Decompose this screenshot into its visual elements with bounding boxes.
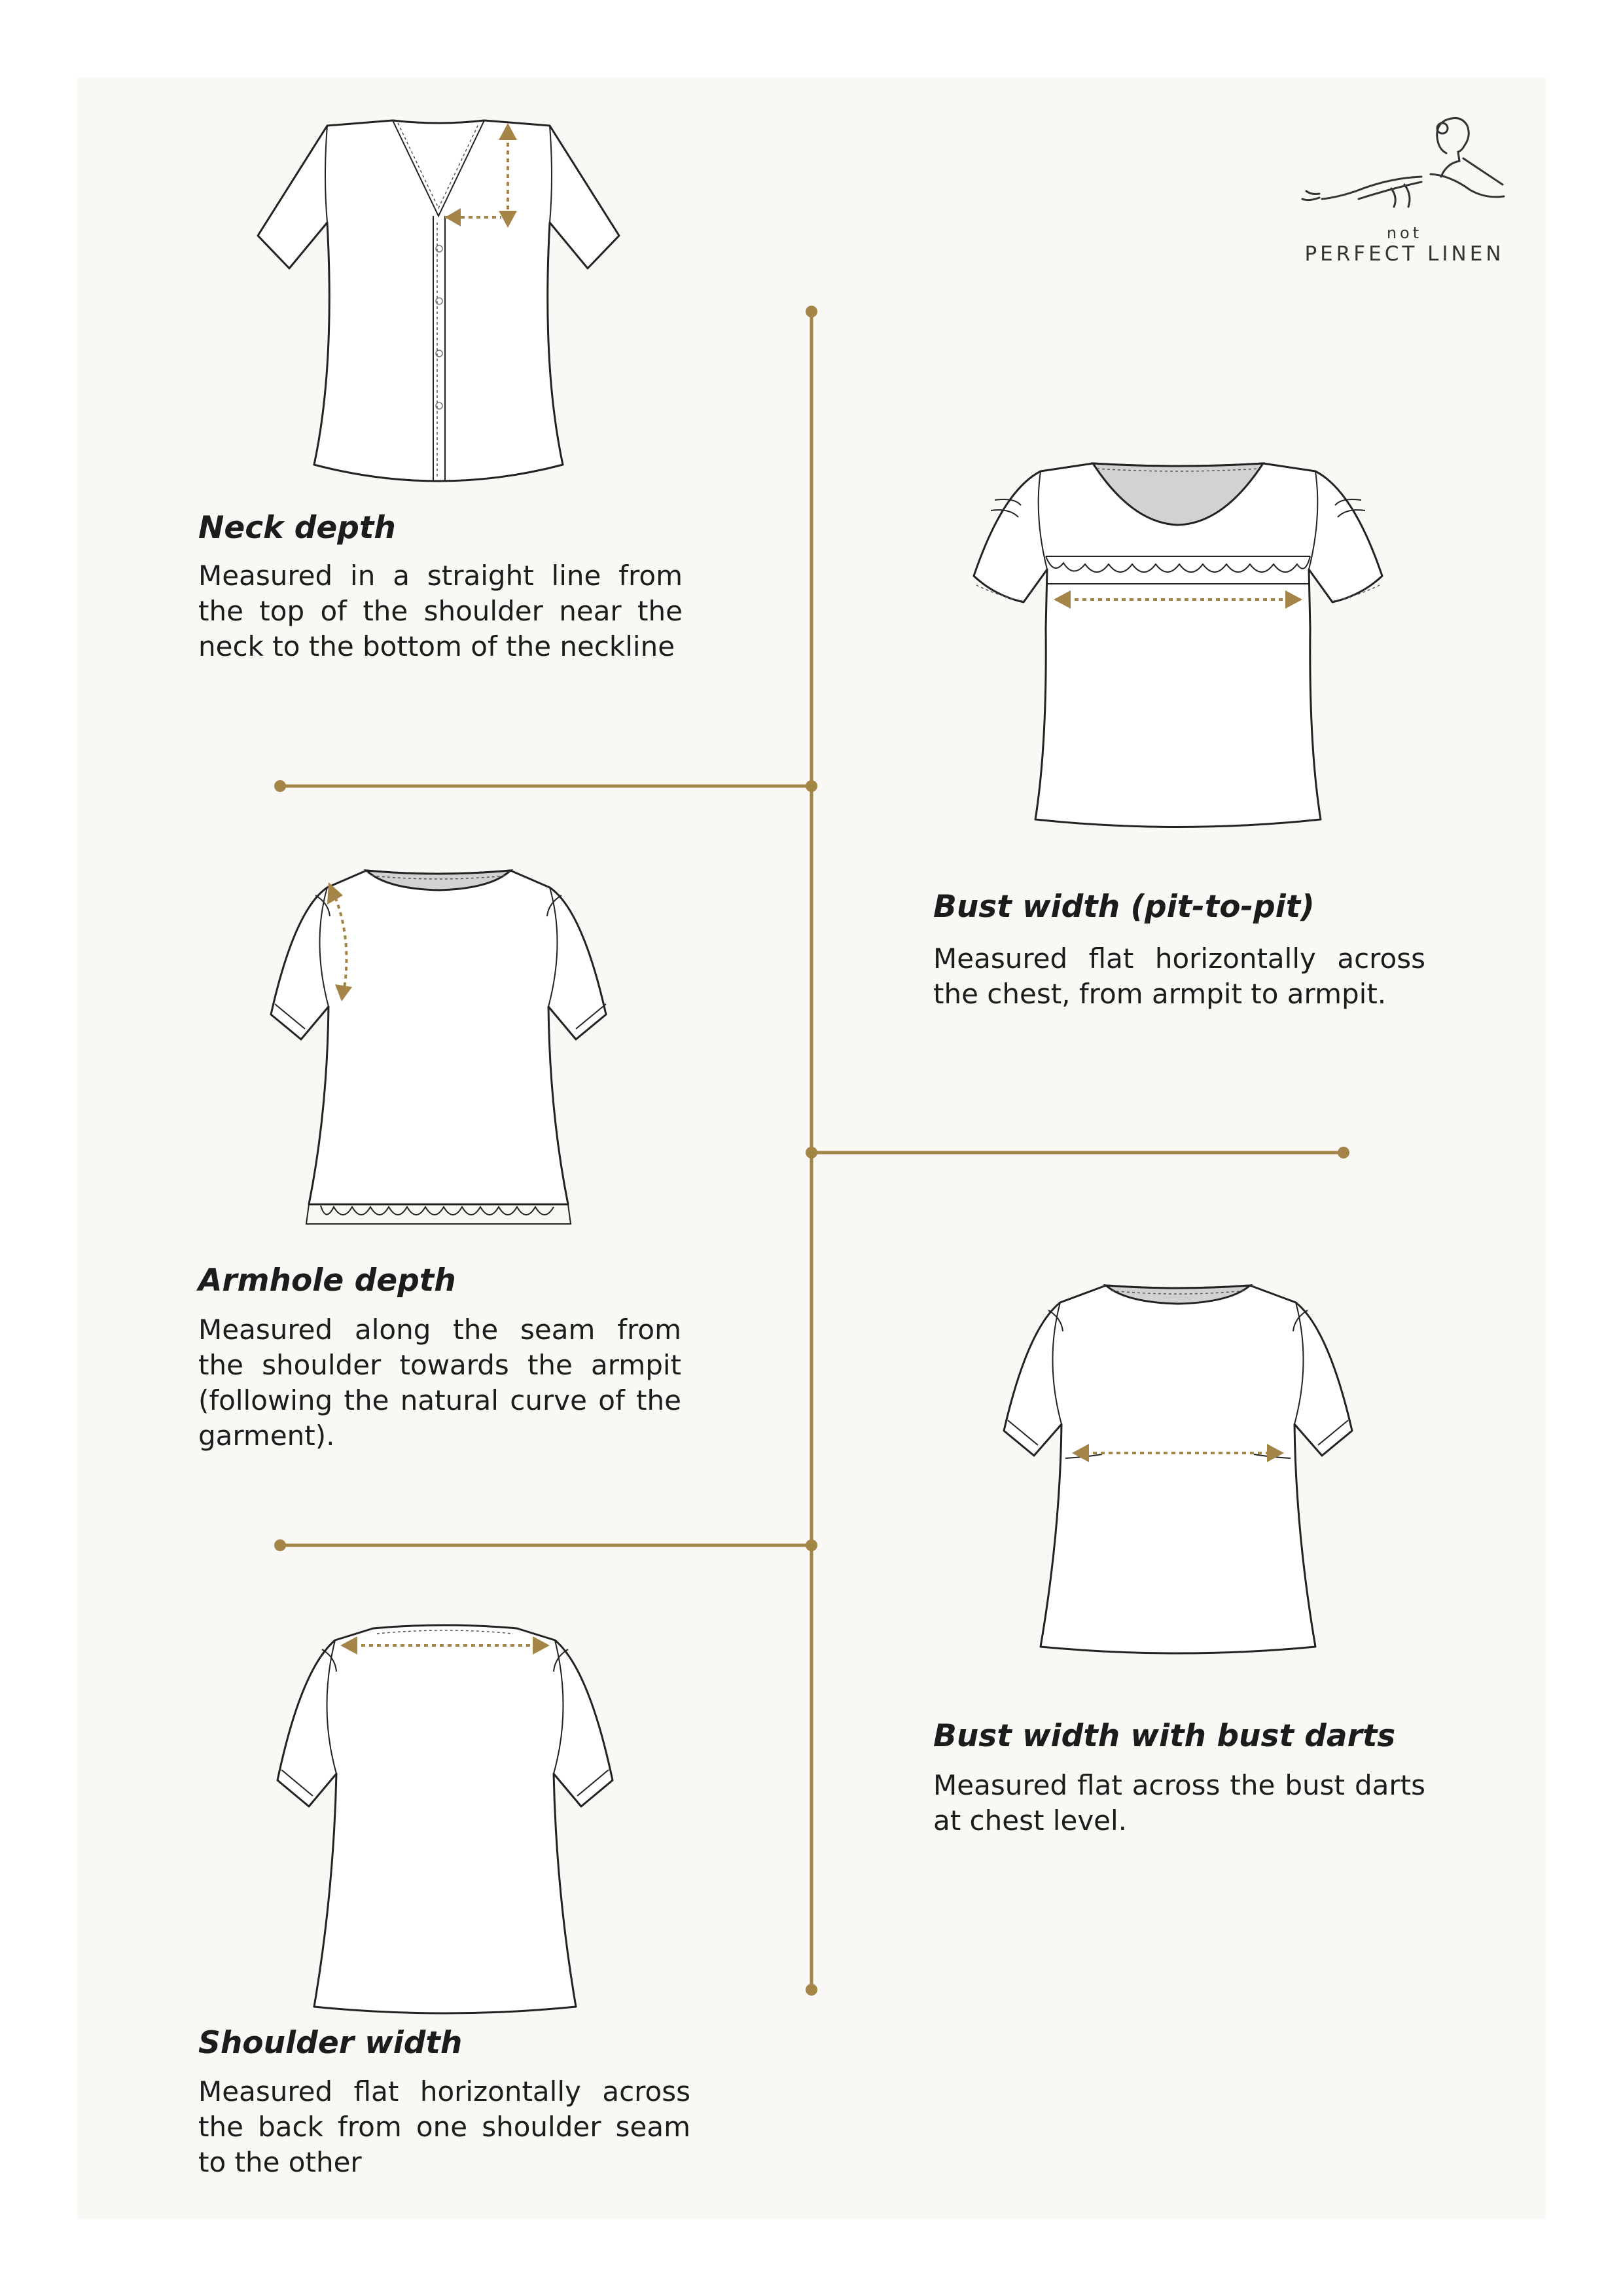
brand-logo [1293,111,1516,268]
brand-name: PERFECT LINEN [1304,242,1505,266]
bust-width-title: Bust width (pit-to-pit) [933,889,1315,925]
puff-sleeve-back-top-icon [262,1617,628,2016]
shoulder-width-title: Shoulder width [198,2025,463,2061]
neck-depth-title: Neck depth [198,510,396,546]
armhole-depth-description: Measured along the seam from the shoulder towards the armpit (following the natural curve of the garment). [198,1314,681,1452]
puff-sleeve-dart-top-icon [988,1276,1368,1656]
bust-darts-description: Measured flat across the bust darts at chest level. [933,1769,1425,1837]
brand-prefix: not [1386,224,1423,242]
bust-darts-title: Bust width with bust darts [933,1718,1396,1754]
shoulder-width-description: Measured flat horizontally across the back from one shoulder seam to the other [198,2075,690,2178]
armhole-depth-title: Armhole depth [198,1263,456,1299]
bust-width-description: Measured flat horizontally across the chest, from armpit to armpit. [933,942,1425,1010]
neck-depth-description: Measured in a straight line from the top of the shoulder near the neck to the bottom of the neckline [198,560,683,662]
puff-sleeve-ruffle-hem-top-icon [255,864,622,1230]
vneck-shirt-icon [255,118,622,491]
woman-with-linen-logo-icon [1293,111,1516,223]
ruffle-yoke-top-icon [969,458,1387,851]
